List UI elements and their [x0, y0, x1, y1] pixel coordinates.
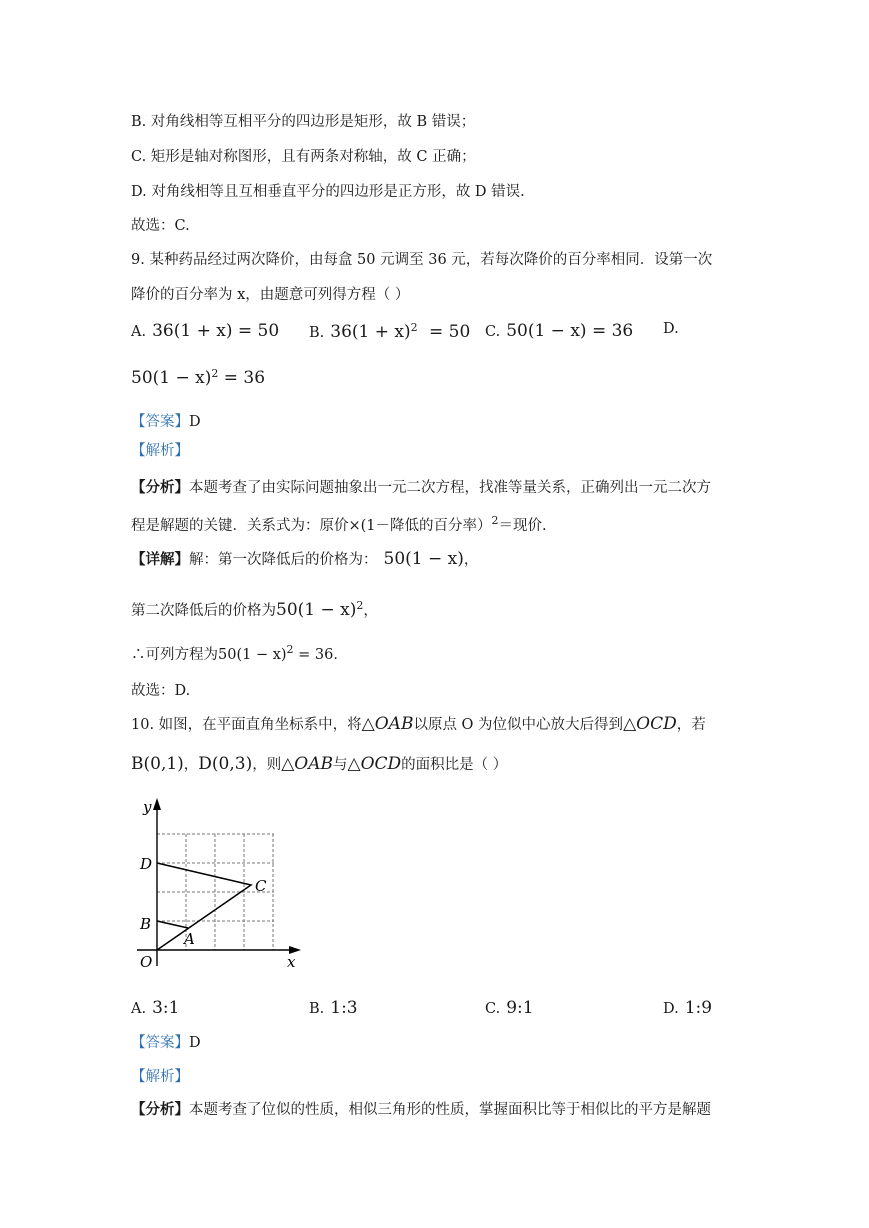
q9-analysis-tag: 【解析】 — [131, 443, 189, 459]
q9-second-price — [131, 596, 378, 621]
q10-answer — [131, 1033, 201, 1053]
option-label: C. — [485, 1001, 501, 1017]
exponent: 2 — [211, 367, 219, 380]
second-end: ， — [363, 602, 378, 619]
therefore-text: ∴可列方程为 — [131, 646, 218, 663]
coordinate-figure — [131, 794, 311, 984]
fenxi-text: 程是解题的关键．关系式为：原价×(1－降低的百分率） — [131, 517, 492, 534]
therefore-expression: 50(1 − x) — [218, 646, 287, 663]
exponent: 2 — [491, 514, 499, 527]
answer-value: D — [189, 1035, 201, 1051]
option-expression: 50(1 − x) — [131, 367, 212, 388]
answer-tag: 【答案】 — [131, 1035, 189, 1051]
separator: ， — [183, 757, 199, 773]
exponent: 2 — [356, 599, 364, 612]
option-label: B. — [309, 324, 325, 341]
fenxi-text: 本题考查了位似的性质，相似三角形的性质，掌握面积比等于相似比的平方是解题 — [189, 1102, 711, 1118]
xiangjie-tag: 【详解】 — [131, 551, 189, 568]
option-label: D. — [663, 1001, 679, 1017]
q10-text: ，若 — [676, 717, 706, 733]
fenxi-tag: 【分析】 — [131, 1101, 189, 1118]
option-label: B. — [309, 1001, 325, 1017]
point-b: B(0,1) — [131, 754, 184, 774]
choose-c: 故选：C. — [131, 218, 190, 234]
triangle-ocd: △OCD — [347, 754, 402, 774]
q9-option-d — [663, 321, 679, 337]
therefore-tail: = 36 — [293, 646, 334, 663]
q9-choose: 故选：D. — [131, 683, 191, 699]
y-axis-label: y — [143, 798, 152, 816]
point-c-label: C — [255, 877, 267, 895]
x-axis-label: x — [287, 953, 296, 971]
q10-text: 10. 如图，在平面直角坐标系中，将 — [131, 717, 362, 733]
fenxi-tag: 【分析】 — [131, 479, 189, 496]
option-label: A. — [131, 324, 147, 340]
statement-d: D. 对角线相等且互相垂直平分的四边形是正方形，故 D 错误. — [131, 184, 525, 200]
q9-therefore — [131, 640, 348, 665]
point-a-label: A — [184, 930, 195, 948]
option-value: 3:1 — [152, 998, 180, 1018]
triangle-ocd-shape — [157, 863, 251, 950]
xiangjie-text: 解：第一次降低后的价格为： — [189, 552, 378, 568]
second-text: 第二次降低后的价格为 — [131, 602, 276, 619]
point-b-label: B — [140, 915, 152, 933]
fenxi-tail: ＝现价. — [498, 517, 547, 534]
option-value: 9:1 — [506, 998, 534, 1018]
q9-option-d-expression — [131, 367, 265, 388]
option-expression: 50(1 − x) = 36 — [506, 321, 634, 341]
q10-option-c — [485, 998, 534, 1018]
triangle-oab: △OAB — [281, 754, 334, 774]
second-expression: 50(1 − x) — [276, 599, 357, 620]
exponent: 2 — [410, 321, 418, 334]
q9-option-b — [309, 321, 470, 342]
q10-text: 的面积比是（ ） — [401, 757, 508, 773]
triangle-ocd: △OCD — [623, 714, 677, 734]
statement-c: C. 矩形是轴对称图形，且有两条对称轴，故 C 正确； — [131, 149, 476, 165]
statement-b: B. 对角线相等互相平分的四边形是矩形，故 B 错误； — [131, 114, 476, 130]
origin-label: O — [140, 953, 153, 971]
triangle-oab-shape — [157, 921, 188, 928]
q10-analysis-tag: 【解析】 — [131, 1069, 189, 1085]
option-value: 1:3 — [330, 998, 358, 1018]
triangle-oab: △OAB — [361, 714, 414, 734]
q10-fenxi — [131, 1100, 711, 1120]
xiangjie-expression: 50(1 − x) — [383, 549, 464, 569]
question-9-line2: 降价的百分率为 x，由题意可列得方程（ ） — [131, 287, 410, 303]
q9-option-a — [131, 321, 279, 341]
option-expression-tail: = 50 — [423, 321, 471, 342]
q10-option-b — [309, 998, 358, 1018]
question-10-line1 — [131, 714, 706, 735]
option-label: A. — [131, 1001, 147, 1017]
q10-text: 与 — [333, 757, 348, 773]
therefore-end: ． — [333, 646, 348, 663]
xiangjie-end: ， — [463, 552, 479, 568]
exponent: 2 — [286, 643, 294, 656]
fenxi-text: 本题考查了由实际问题抽象出一元二次方程，找准等量关系，正确列出一元二次方 — [189, 480, 711, 496]
q9-fenxi-line2 — [131, 511, 547, 536]
option-expression: 36(1 + x) = 50 — [152, 321, 280, 341]
q10-text: 以原点 O 为位似中心放大后得到 — [413, 717, 624, 733]
option-expression: 36(1 + x) — [330, 321, 411, 342]
q9-option-c — [485, 321, 633, 341]
option-expression-tail: = 36 — [218, 367, 266, 388]
option-value: 1:9 — [684, 998, 713, 1018]
q10-text: ，则 — [252, 757, 282, 773]
y-axis-arrow-icon — [153, 798, 161, 810]
q9-xiangjie — [131, 549, 478, 570]
point-d-label: D — [140, 855, 153, 873]
q9-fenxi-line1 — [131, 478, 711, 498]
q10-option-a — [131, 998, 179, 1018]
point-d: D(0,3) — [198, 754, 253, 774]
question-10-line2 — [131, 754, 507, 775]
answer-value: D — [189, 414, 201, 430]
option-label: C. — [485, 324, 501, 340]
question-9-line1: 9. 某种药品经过两次降价，由每盒 50 元调至 36 元，若每次降价的百分率相同．设第一次 — [131, 252, 713, 268]
q10-option-d — [663, 998, 712, 1018]
option-label: D. — [663, 321, 679, 337]
answer-tag: 【答案】 — [131, 414, 189, 430]
q9-answer — [131, 412, 201, 432]
